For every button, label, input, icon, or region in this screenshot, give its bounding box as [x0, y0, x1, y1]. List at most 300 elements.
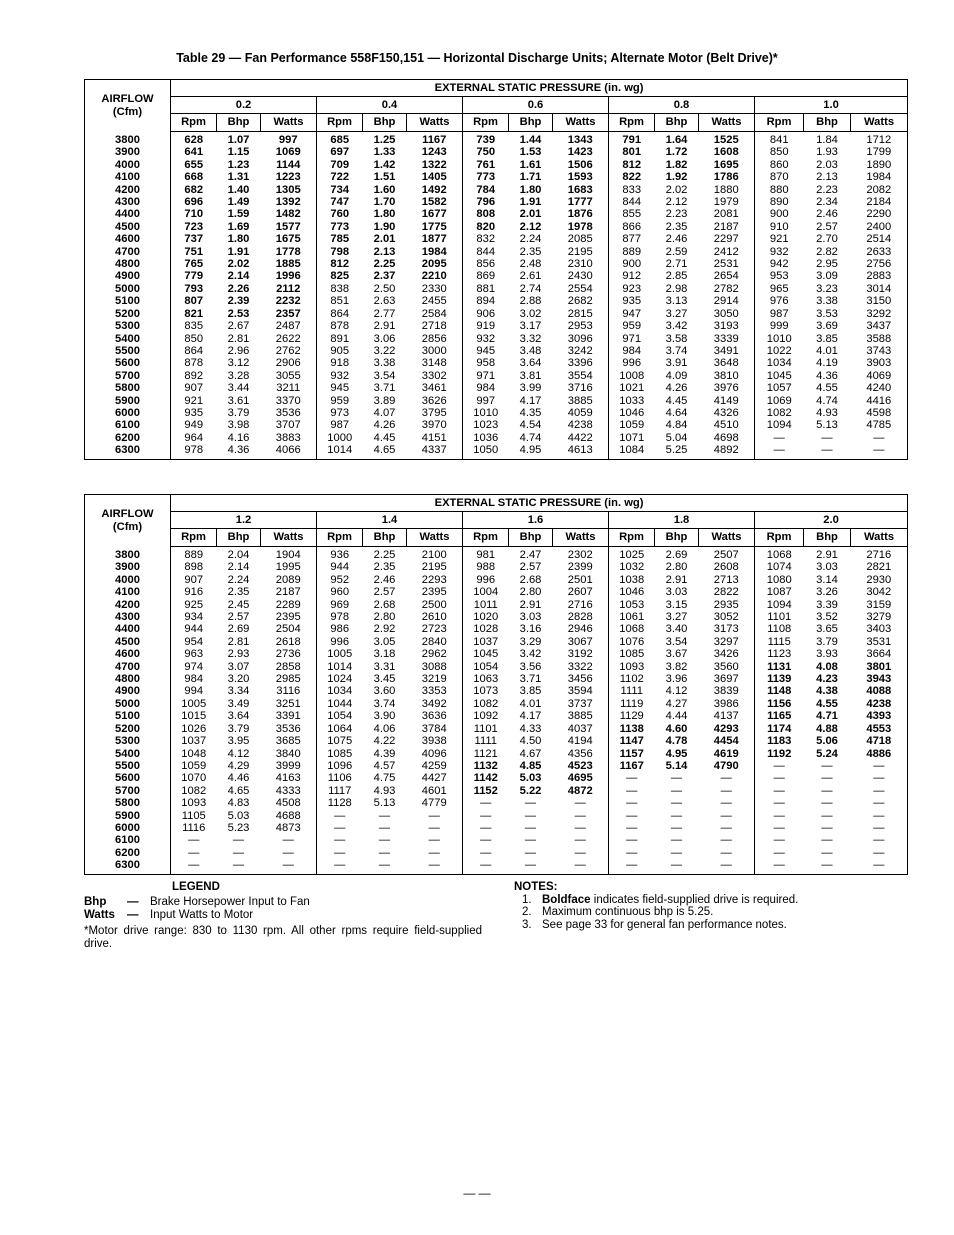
- value-cell-bhp: 2.70: [816, 233, 838, 246]
- value-cell-bhp: 2.34: [816, 196, 838, 209]
- value-cell-rpm: 1129: [619, 710, 644, 723]
- value-cell-bhp: 3.81: [519, 369, 542, 382]
- value-cell-watts: —: [261, 834, 317, 846]
- value-cell-bhp: —: [232, 834, 245, 847]
- value-cell-rpm: —: [188, 859, 200, 872]
- table-title: Table 29 — Fan Performance 558F150,151 — Horizontal Discharge Units; Alternate Motor (Belt Drive)*: [176, 51, 778, 65]
- value-cell-rpm: 1011: [473, 598, 498, 611]
- value-cell-rpm: 1000: [327, 431, 353, 444]
- value-cell-watts: —: [553, 810, 609, 822]
- value-cell-bhp: —: [821, 809, 833, 822]
- value-cell-watts: 4259: [407, 760, 463, 772]
- value-cell-rpm: 801: [622, 146, 642, 159]
- notes-title: NOTES:: [514, 881, 558, 893]
- value-cell-bhp: 2.57: [816, 220, 838, 233]
- value-cell-rpm: 1142: [473, 772, 498, 785]
- value-cell-bhp: 2.57: [373, 586, 396, 599]
- value-cell-rpm: 976: [769, 295, 789, 308]
- column-label-rpm: Rpm: [171, 529, 217, 547]
- value-cell-watts: —: [553, 797, 609, 809]
- value-cell-bhp: 1.49: [227, 196, 250, 209]
- value-cell-rpm: 1068: [766, 549, 792, 561]
- value-cell-bhp: 1.60: [373, 183, 396, 196]
- value-cell-watts: —: [699, 810, 755, 822]
- value-cell-rpm: 1167: [619, 759, 644, 772]
- value-cell-bhp: 4.36: [816, 369, 838, 382]
- value-cell-watts: 2412: [699, 246, 755, 258]
- value-cell-bhp: 1.93: [816, 146, 838, 159]
- table-row: [85, 407, 908, 419]
- value-cell-watts: 1775: [407, 221, 463, 233]
- table-row: [85, 283, 908, 295]
- value-cell-rpm: —: [188, 846, 200, 859]
- value-cell-bhp: 3.64: [227, 710, 250, 723]
- airflow-cell: 5700: [85, 785, 171, 797]
- value-cell-watts: 2858: [261, 661, 317, 673]
- value-cell-bhp: 1.15: [227, 146, 250, 159]
- value-cell-rpm: 812: [622, 158, 642, 171]
- value-cell-bhp: 3.05: [373, 635, 396, 648]
- value-cell-watts: 4151: [407, 432, 463, 444]
- column-label-bhp: Bhp: [363, 114, 407, 132]
- value-cell-watts: 3279: [866, 611, 892, 624]
- value-cell-watts: 1069: [261, 146, 317, 158]
- table-row: [85, 636, 908, 648]
- value-cell-bhp: 3.26: [816, 586, 838, 599]
- airflow-cell: 5200: [85, 723, 171, 735]
- value-cell-rpm: 1096: [327, 759, 353, 772]
- value-cell-bhp: 2.81: [227, 332, 250, 345]
- value-cell-rpm: —: [773, 809, 785, 822]
- column-label-rpm: Rpm: [609, 529, 655, 547]
- value-cell-watts: 4422: [553, 432, 609, 444]
- value-cell-bhp: 3.64: [519, 357, 542, 370]
- value-cell-bhp: 3.95: [227, 735, 250, 748]
- table-row: [85, 320, 908, 332]
- airflow-cell: 5000: [85, 698, 171, 710]
- table-row: [85, 599, 908, 611]
- value-cell-bhp: 3.69: [816, 320, 838, 333]
- legend-definition: Input Watts to Motor: [150, 908, 254, 921]
- table-row: [85, 233, 908, 245]
- airflow-cell: 6300: [85, 444, 171, 459]
- value-cell-bhp: 2.02: [227, 258, 250, 271]
- value-cell-rpm: 807: [184, 295, 204, 308]
- value-cell-rpm: 851: [330, 295, 350, 308]
- value-cell-bhp: 4.17: [519, 710, 542, 723]
- value-cell-rpm: 709: [330, 158, 350, 171]
- value-cell-watts: 3784: [407, 723, 463, 735]
- legend-definition: Brake Horsepower Input to Fan: [150, 896, 310, 908]
- table-row: [85, 834, 908, 846]
- value-cell-watts: 4163: [261, 772, 317, 784]
- value-cell-bhp: —: [670, 809, 683, 822]
- value-cell-watts: 2514: [866, 233, 892, 246]
- column-label-rpm: Rpm: [463, 529, 509, 547]
- page-footer: — —: [463, 1186, 491, 1200]
- value-cell-watts: 2293: [407, 574, 463, 586]
- value-cell-rpm: 1147: [619, 735, 644, 748]
- value-cell-rpm: 1106: [327, 772, 352, 785]
- column-label-rpm: Rpm: [463, 114, 509, 132]
- airflow-label: AIRFLOW: [101, 507, 154, 520]
- airflow-cell: 6100: [85, 419, 171, 431]
- value-cell-watts: 2610: [407, 611, 463, 623]
- column-label-watts: Watts: [407, 529, 463, 547]
- value-cell-watts: 1695: [699, 159, 755, 171]
- value-cell-bhp: 3.32: [519, 332, 542, 345]
- value-cell-watts: 2395: [407, 586, 463, 598]
- airflow-cell: 5100: [85, 710, 171, 722]
- table-row: [85, 345, 908, 357]
- value-cell-rpm: 969: [330, 598, 350, 611]
- value-cell-watts: 1392: [261, 196, 317, 208]
- table-row: [85, 661, 908, 673]
- value-cell-bhp: 2.57: [519, 561, 542, 574]
- value-cell-bhp: 2.46: [373, 573, 396, 586]
- table-row: [85, 132, 908, 147]
- column-label-bhp: Bhp: [509, 114, 553, 132]
- value-cell-rpm: 798: [330, 245, 350, 258]
- value-cell-watts: 3211: [261, 382, 317, 394]
- value-cell-watts: 4356: [553, 748, 609, 760]
- column-label-watts: Watts: [261, 114, 317, 132]
- value-cell-bhp: 3.18: [373, 648, 396, 661]
- value-cell-watts: 3159: [866, 598, 892, 611]
- value-cell-rpm: 1119: [620, 697, 644, 710]
- value-cell-rpm: 864: [184, 344, 204, 357]
- value-cell-bhp: 2.24: [227, 573, 250, 586]
- value-cell-watts: 2883: [866, 270, 892, 283]
- value-cell-bhp: 5.22: [519, 784, 542, 797]
- value-cell-watts: 2633: [866, 245, 892, 258]
- column-label-bhp: Bhp: [363, 529, 407, 547]
- value-cell-bhp: 3.06: [373, 332, 396, 345]
- value-cell-rpm: 1082: [766, 406, 792, 419]
- value-cell-rpm: 1138: [619, 722, 644, 735]
- value-cell-watts: 3353: [407, 685, 463, 697]
- value-cell-rpm: 942: [769, 258, 789, 271]
- value-cell-watts: —: [873, 431, 885, 444]
- value-cell-rpm: 1111: [474, 735, 497, 748]
- value-cell-bhp: 4.46: [227, 772, 250, 785]
- value-cell-watts: 4601: [407, 785, 463, 797]
- value-cell-rpm: 747: [330, 196, 350, 209]
- airflow-cell: 3800: [85, 132, 171, 147]
- pressure-header: 1.2: [171, 512, 317, 529]
- value-cell-bhp: 3.44: [227, 382, 250, 395]
- value-cell-bhp: 2.71: [665, 258, 688, 271]
- value-cell-bhp: 4.74: [816, 394, 838, 407]
- value-cell-bhp: 4.01: [816, 344, 838, 357]
- value-cell-watts: 2095: [407, 258, 463, 270]
- value-cell-watts: 4454: [699, 735, 755, 747]
- value-cell-bhp: 4.27: [665, 697, 688, 710]
- value-cell-bhp: 4.33: [519, 722, 542, 735]
- value-cell-bhp: 2.63: [373, 295, 396, 308]
- value-cell-bhp: 1.40: [227, 183, 250, 196]
- value-cell-bhp: 2.46: [665, 233, 688, 246]
- value-cell-watts: 3042: [866, 586, 892, 599]
- table-row: [85, 574, 908, 586]
- value-cell-rpm: 971: [476, 369, 496, 382]
- value-cell-bhp: 4.23: [816, 673, 838, 686]
- value-cell-rpm: 870: [769, 171, 789, 184]
- value-cell-bhp: —: [378, 834, 391, 847]
- value-cell-bhp: —: [670, 772, 683, 785]
- value-cell-watts: 1593: [553, 171, 609, 183]
- value-cell-rpm: 919: [476, 320, 496, 333]
- value-cell-rpm: 987: [330, 419, 350, 432]
- column-label-rpm: Rpm: [755, 114, 804, 132]
- value-cell-rpm: —: [480, 834, 492, 847]
- value-cell-rpm: 1093: [181, 797, 207, 810]
- value-cell-bhp: 2.77: [373, 307, 396, 320]
- value-cell-watts: 1223: [261, 171, 317, 183]
- table-row: [85, 748, 908, 760]
- value-cell-bhp: 3.23: [816, 282, 838, 295]
- value-cell-rpm: 945: [476, 344, 496, 357]
- value-cell-rpm: 965: [769, 282, 789, 295]
- value-cell-watts: 1305: [261, 184, 317, 196]
- value-cell-bhp: 1.80: [519, 183, 542, 196]
- value-cell-watts: 1506: [553, 159, 609, 171]
- table-row: [85, 785, 908, 797]
- value-cell-watts: 3986: [699, 698, 755, 710]
- value-cell-watts: —: [873, 759, 885, 772]
- value-cell-rpm: —: [480, 821, 492, 834]
- value-cell-bhp: 1.91: [227, 245, 250, 258]
- value-cell-watts: 2081: [699, 208, 755, 220]
- value-cell-rpm: 1192: [767, 747, 792, 760]
- value-cell-rpm: —: [773, 784, 785, 797]
- value-cell-rpm: 892: [184, 369, 204, 382]
- value-cell-bhp: 4.65: [373, 444, 396, 457]
- value-cell-bhp: 3.79: [227, 722, 250, 735]
- value-cell-bhp: 3.22: [373, 344, 396, 357]
- value-cell-rpm: 923: [622, 282, 642, 295]
- value-cell-rpm: 894: [476, 295, 496, 308]
- legend-title: LEGEND: [172, 881, 220, 893]
- value-cell-rpm: —: [334, 834, 346, 847]
- value-cell-bhp: 1.64: [665, 134, 688, 146]
- value-cell-bhp: 2.68: [373, 598, 396, 611]
- pressure-header: 1.4: [317, 512, 463, 529]
- value-cell-bhp: 4.60: [665, 722, 688, 735]
- value-cell-watts: 2682: [553, 295, 609, 307]
- airflow-cell: 5400: [85, 333, 171, 345]
- column-label-bhp: Bhp: [509, 529, 553, 547]
- value-cell-bhp: 4.19: [816, 357, 838, 370]
- value-cell-bhp: 1.42: [373, 158, 396, 171]
- value-cell-bhp: 2.48: [519, 258, 542, 271]
- value-cell-rpm: 1063: [473, 673, 499, 686]
- value-cell-rpm: —: [626, 772, 638, 785]
- column-label-bhp: Bhp: [804, 114, 851, 132]
- value-cell-watts: 1786: [699, 171, 755, 183]
- value-cell-watts: 4238: [553, 419, 609, 431]
- value-cell-rpm: 1085: [327, 747, 353, 760]
- value-cell-watts: 1876: [553, 208, 609, 220]
- value-cell-bhp: 2.14: [227, 561, 250, 574]
- value-cell-bhp: 3.74: [665, 344, 688, 357]
- value-cell-rpm: 900: [622, 258, 642, 271]
- airflow-cell: 4500: [85, 221, 171, 233]
- value-cell-rpm: 881: [476, 282, 496, 295]
- value-cell-rpm: 986: [330, 623, 350, 636]
- value-cell-watts: 3055: [261, 370, 317, 382]
- value-cell-watts: 1343: [553, 132, 609, 147]
- value-cell-rpm: —: [480, 797, 492, 810]
- value-cell-watts: 3492: [407, 698, 463, 710]
- value-cell-watts: 1885: [261, 258, 317, 270]
- value-cell-rpm: 844: [476, 245, 496, 258]
- value-cell-rpm: 963: [184, 648, 204, 661]
- value-cell-rpm: 1082: [473, 697, 499, 710]
- value-cell-watts: 3148: [407, 357, 463, 369]
- value-cell-watts: 3052: [699, 611, 755, 623]
- value-cell-watts: 2501: [553, 574, 609, 586]
- table-row: [85, 146, 908, 158]
- value-cell-bhp: 3.31: [373, 660, 396, 673]
- value-cell-rpm: 984: [476, 382, 496, 395]
- value-cell-rpm: 996: [330, 635, 350, 648]
- value-cell-bhp: 3.12: [227, 357, 250, 370]
- value-cell-rpm: 907: [184, 382, 204, 395]
- value-cell-rpm: 1038: [619, 573, 645, 586]
- value-cell-bhp: 2.03: [816, 158, 838, 171]
- value-cell-bhp: 3.34: [227, 685, 250, 698]
- value-cell-bhp: 5.25: [665, 444, 688, 457]
- value-cell-watts: 2856: [407, 333, 463, 345]
- value-cell-rpm: 793: [184, 282, 204, 295]
- value-cell-bhp: —: [821, 834, 833, 847]
- value-cell-rpm: 1108: [767, 623, 792, 636]
- table-row: [85, 258, 908, 270]
- value-cell-watts: 1423: [553, 146, 609, 158]
- value-cell-rpm: 812: [330, 258, 350, 271]
- value-cell-bhp: 4.71: [816, 710, 838, 723]
- value-cell-rpm: 978: [184, 444, 204, 457]
- value-cell-rpm: 785: [330, 233, 350, 246]
- value-cell-watts: 1322: [407, 159, 463, 171]
- airflow-cell: 3800: [85, 547, 171, 562]
- value-cell-watts: 3067: [553, 636, 609, 648]
- value-cell-watts: 2584: [407, 308, 463, 320]
- value-cell-watts: 1984: [866, 171, 892, 184]
- airflow-cell: 6100: [85, 834, 171, 846]
- value-cell-watts: 3999: [261, 760, 317, 772]
- pressure-header: 0.4: [317, 97, 463, 114]
- value-cell-bhp: 5.14: [665, 759, 688, 772]
- column-label-watts: Watts: [261, 529, 317, 547]
- value-cell-bhp: 1.71: [519, 171, 542, 184]
- value-cell-bhp: 2.59: [665, 245, 688, 258]
- value-cell-bhp: 3.20: [227, 673, 250, 686]
- value-cell-rpm: 954: [184, 635, 204, 648]
- value-cell-rpm: 1050: [473, 444, 499, 457]
- value-cell-rpm: 1152: [473, 784, 498, 797]
- note-number: 3.: [522, 918, 532, 931]
- value-cell-bhp: 3.98: [227, 419, 250, 432]
- value-cell-bhp: 2.25: [373, 549, 396, 561]
- value-cell-rpm: 947: [622, 307, 642, 320]
- value-cell-watts: 3456: [553, 673, 609, 685]
- value-cell-rpm: 944: [184, 623, 204, 636]
- value-cell-watts: 3885: [553, 710, 609, 722]
- value-cell-rpm: 960: [330, 586, 350, 599]
- value-cell-watts: 1777: [553, 196, 609, 208]
- value-cell-rpm: 1057: [766, 382, 792, 395]
- value-cell-bhp: 5.06: [816, 735, 838, 748]
- value-cell-bhp: 4.39: [373, 747, 396, 760]
- value-cell-watts: 2762: [261, 345, 317, 357]
- column-label-watts: Watts: [699, 529, 755, 547]
- value-cell-watts: 4886: [866, 747, 892, 760]
- value-cell-rpm: 850: [184, 332, 204, 345]
- value-cell-watts: 2930: [866, 573, 892, 586]
- value-cell-watts: 1996: [261, 270, 317, 282]
- value-cell-watts: 2187: [261, 586, 317, 598]
- value-cell-watts: 2395: [261, 611, 317, 623]
- value-cell-bhp: 3.53: [816, 307, 838, 320]
- value-cell-watts: 4096: [407, 748, 463, 760]
- table-row: [85, 810, 908, 822]
- value-cell-bhp: 4.12: [665, 685, 688, 698]
- value-cell-watts: 3903: [866, 357, 892, 370]
- value-cell-bhp: 1.80: [373, 208, 396, 221]
- value-cell-watts: —: [407, 859, 463, 874]
- value-cell-rpm: 1045: [473, 648, 499, 661]
- value-cell-rpm: 1174: [767, 722, 792, 735]
- value-cell-watts: 1577: [261, 221, 317, 233]
- value-cell-bhp: 2.13: [373, 245, 396, 258]
- value-cell-bhp: —: [524, 859, 537, 872]
- value-cell-rpm: 844: [622, 196, 642, 209]
- value-cell-bhp: —: [821, 431, 833, 444]
- value-cell-watts: —: [553, 847, 609, 859]
- value-cell-rpm: 1059: [619, 419, 645, 432]
- airflow-cell: 4200: [85, 184, 171, 196]
- value-cell-watts: 1799: [866, 146, 892, 159]
- value-cell-watts: 2840: [407, 636, 463, 648]
- value-cell-bhp: 2.39: [227, 295, 250, 308]
- value-cell-bhp: 4.93: [373, 784, 396, 797]
- value-cell-watts: 2455: [407, 295, 463, 307]
- value-cell-rpm: 784: [476, 183, 496, 196]
- value-cell-rpm: 1092: [473, 710, 499, 723]
- table-row: [85, 547, 908, 562]
- value-cell-watts: 2487: [261, 320, 317, 332]
- value-cell-rpm: —: [334, 821, 346, 834]
- value-cell-watts: —: [873, 859, 885, 872]
- value-cell-rpm: 697: [330, 146, 350, 159]
- value-cell-rpm: 1117: [328, 784, 352, 797]
- value-cell-watts: 3014: [866, 282, 892, 295]
- value-cell-rpm: 1115: [767, 635, 791, 648]
- note-number: 1.: [522, 893, 532, 906]
- value-cell-watts: —: [873, 772, 885, 785]
- value-cell-watts: —: [873, 797, 885, 810]
- value-cell-watts: 3370: [261, 395, 317, 407]
- value-cell-watts: 4698: [699, 432, 755, 444]
- value-cell-rpm: 996: [476, 573, 496, 586]
- value-cell-watts: 2507: [699, 547, 755, 562]
- table-row: [85, 822, 908, 834]
- legend-dash: —: [127, 896, 139, 908]
- value-cell-bhp: 3.03: [519, 611, 542, 624]
- table-row: [85, 685, 908, 697]
